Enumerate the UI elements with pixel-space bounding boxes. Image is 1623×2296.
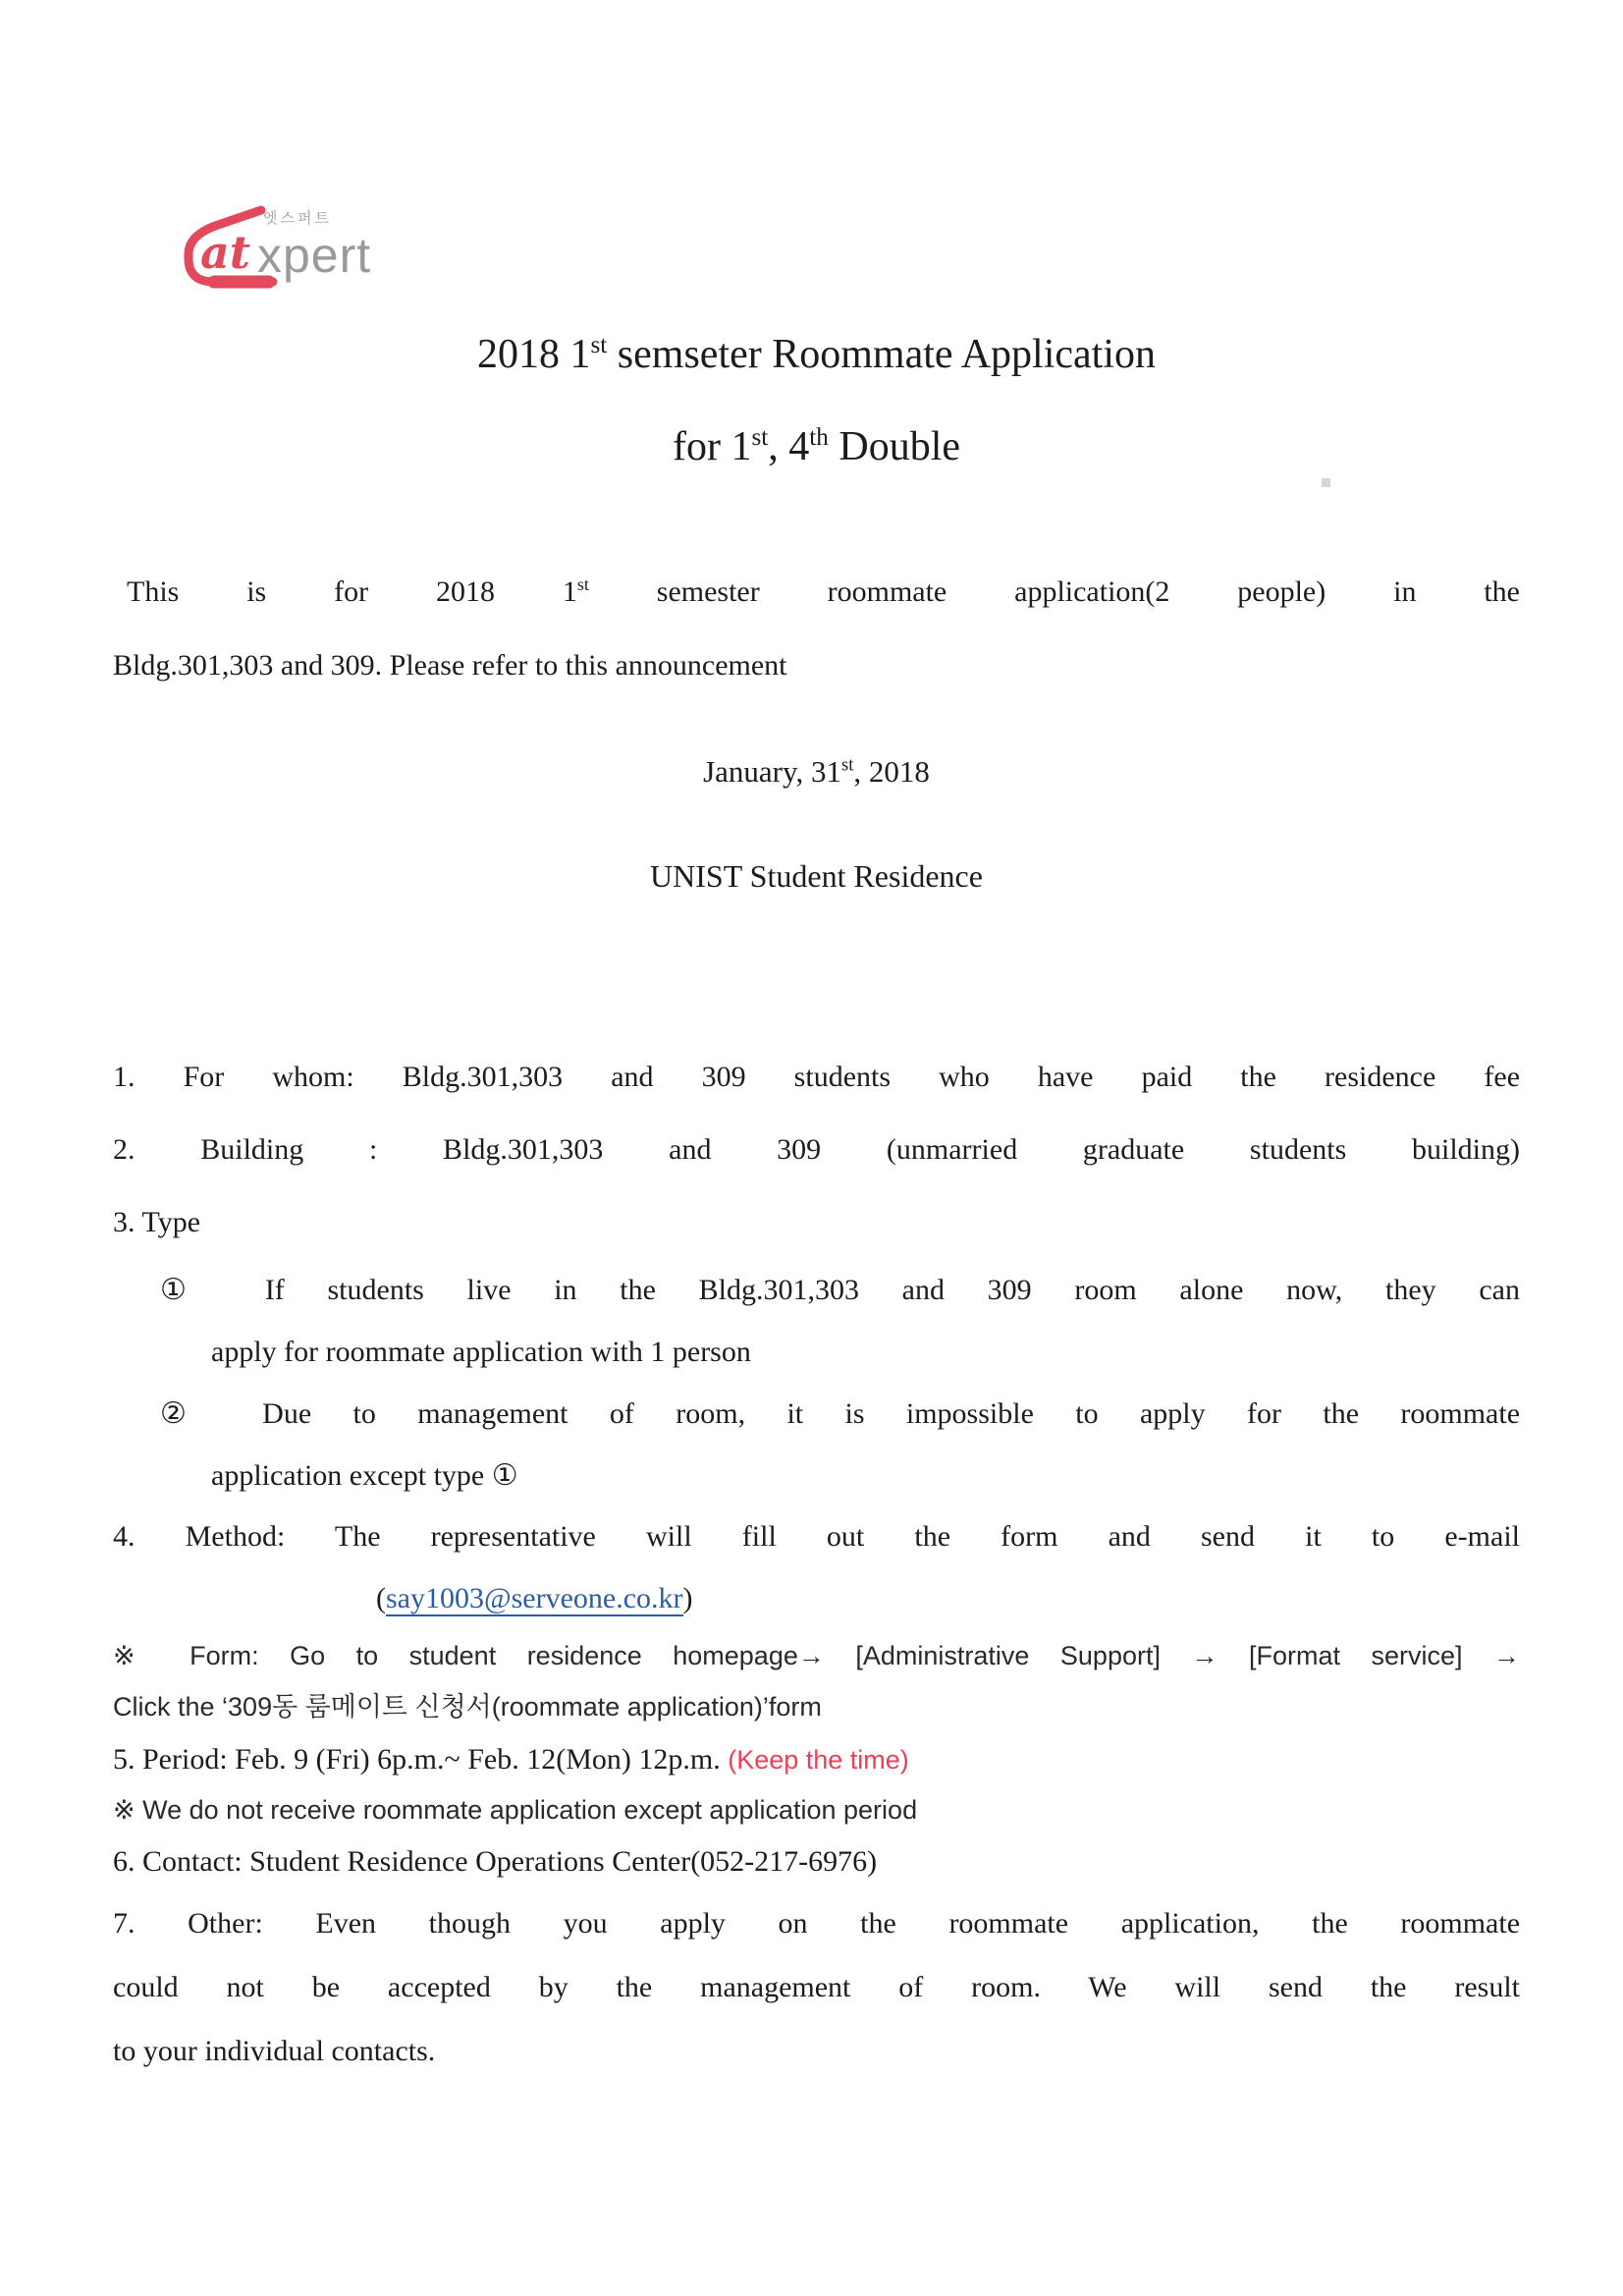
list-item-3-sub-2-line-1: ② Due to management of room, it is impossible to apply for the roommate bbox=[160, 1397, 1521, 1430]
title-line-1: 2018 1st semseter Roommate Application bbox=[476, 332, 1157, 377]
circled-number-1: ① bbox=[160, 1274, 223, 1306]
email-line bbox=[113, 1567, 1520, 1630]
form-note-line-2: Click the ‘309동 룸메이트 신청서(roommate application)’form bbox=[113, 1692, 822, 1722]
form-note-line-1: ※ Form: Go to student residence homepage→ [Administrative Support] → [Format service] → bbox=[113, 1641, 1520, 1670]
list-item-7-line-3: to your individual contacts. bbox=[113, 2035, 436, 2067]
intro-line-1: This is for 2018 1st semester roommate application(2 people) in the bbox=[127, 574, 1520, 608]
intro-line-2: Bldg.301,303 and 309. Please refer to this announcement bbox=[113, 649, 787, 682]
period-note: ※ We do not receive roommate application except application period bbox=[113, 1795, 918, 1825]
circled-number-2: ② bbox=[160, 1397, 221, 1430]
item-marker: 3. bbox=[113, 1206, 135, 1238]
list-item-3-sub-1-line-2: apply for roommate application with 1 person bbox=[211, 1336, 751, 1368]
list-item-3-sub-2-line-2: application except type ① bbox=[211, 1459, 518, 1492]
email-link[interactable]: say1003@serveone.co.kr bbox=[386, 1582, 683, 1614]
list-item-1: 1. For whom: Bldg.301,303 and 309 students who have paid the residence fee bbox=[113, 1061, 1521, 1093]
close-paren: ) bbox=[682, 1582, 693, 1614]
page-title bbox=[113, 329, 1520, 472]
list-item-3: 3. Type bbox=[113, 1206, 201, 1238]
list-item-4: 4. Method: The representative will fill out the form and send it to e-mail bbox=[113, 1520, 1520, 1553]
item-marker: 7. bbox=[113, 1907, 135, 1940]
keep-the-time-highlight: (Keep the time) bbox=[728, 1745, 909, 1775]
list-item-6: 6. Contact: Student Residence Operations Center(052-217-6976) bbox=[113, 1845, 878, 1878]
document-date: January, 31st, 2018 bbox=[703, 754, 930, 789]
atxpert-logo-graphic bbox=[167, 201, 412, 292]
atxpert-logo bbox=[167, 201, 412, 292]
item-marker: 1. bbox=[113, 1061, 135, 1093]
logo-korean-text: 엣스퍼트 bbox=[263, 209, 332, 227]
list-item-2: 2. Building : Bldg.301,303 and 309 (unmarried graduate students building) bbox=[113, 1133, 1520, 1166]
list-item-7-line-2: could not be accepted by the management of room. We will send the result bbox=[113, 1971, 1520, 2003]
item-marker: 5. bbox=[113, 1743, 135, 1776]
open-paren: ( bbox=[376, 1582, 386, 1614]
intro-paragraph bbox=[113, 555, 1520, 702]
item-marker: 6. bbox=[113, 1845, 135, 1878]
announcement-list bbox=[113, 1041, 1520, 2083]
scan-artifact-dot bbox=[1322, 478, 1330, 487]
logo-xpert-text: xpert bbox=[257, 228, 372, 283]
list-item-5: 5. Period: Feb. 9 (Fri) 6p.m.~ Feb. 12(Mon) 12p.m. (Keep the time) bbox=[113, 1743, 909, 1776]
list-item-3-sub-1-line-1: ① If students live in the Bldg.301,303 and 309 room alone now, they can bbox=[160, 1274, 1520, 1306]
item-marker: 4. bbox=[113, 1520, 135, 1553]
item-marker: 2. bbox=[113, 1133, 135, 1166]
document-issuer: UNIST Student Residence bbox=[650, 858, 983, 894]
logo-at-text: at bbox=[200, 226, 251, 279]
title-line-2: for 1st, 4th Double bbox=[672, 424, 961, 469]
list-item-7-line-1: 7. Other: Even though you apply on the roommate application, the roommate bbox=[113, 1907, 1521, 1940]
